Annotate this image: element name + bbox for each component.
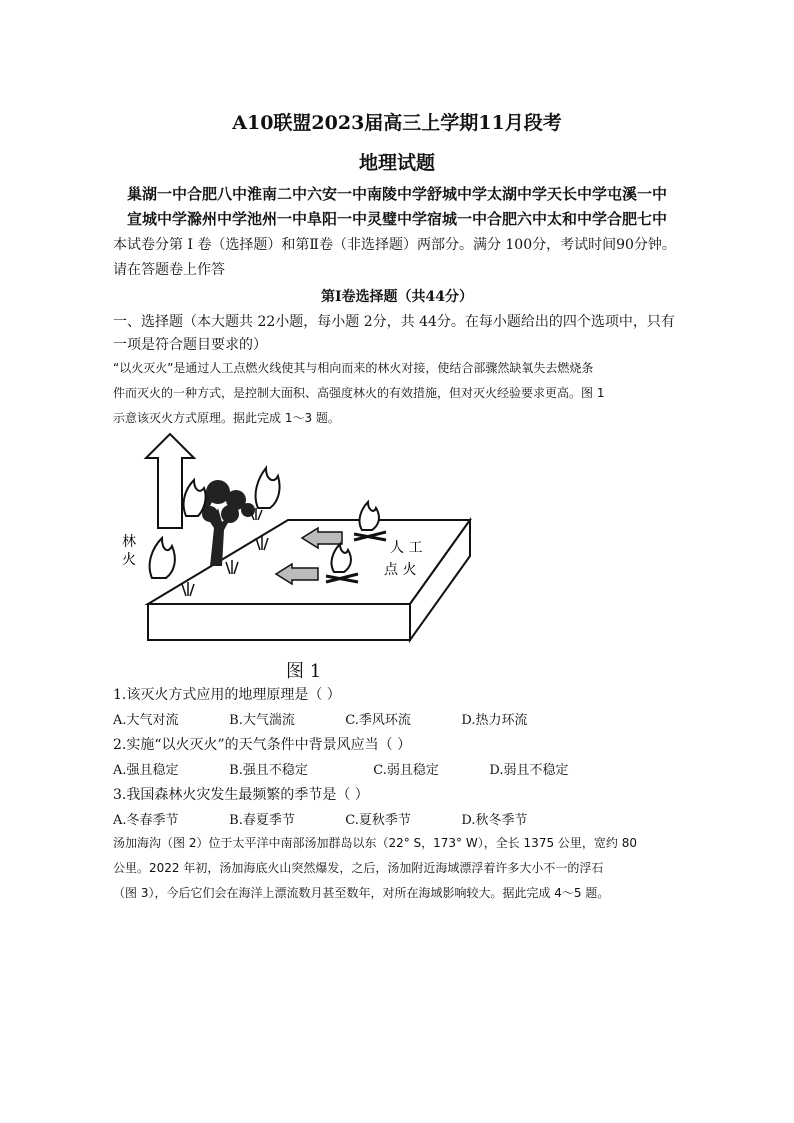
passage1-line-1: “以火灭火”是通过人工点燃火线使其与相向而来的林火对接，使结合部骤然缺氧失去燃烧条 [113,361,594,375]
q3-option-c[interactable]: C.夏秋季节 [345,813,411,828]
label-forest-fire-1: 林 [122,534,136,550]
label-forest-fire-2: 火 [122,552,136,568]
passage1-line-2: 件而灭火的一种方式，是控制大面积、高强度林火的有效措施，但对灭火经验要求更高。图 1 [113,386,605,400]
q3-option-d[interactable]: D.秋冬季节 [461,813,528,828]
intro-line-1: 本试卷分第 I 卷（选择题）和第Ⅱ卷（非选择题）两部分。满分 100分，考试时间90分钟。 [113,237,676,253]
passage2-line-1: 汤加海沟（图 2）位于太平洋中南部汤加群岛以东（22° S，173° W），全长 1375 公里，宽约 80 [113,836,637,850]
q2-option-c[interactable]: C.弱且稳定 [373,763,439,778]
question-2-options [113,759,673,778]
question-1-stem: 1.该灭火方式应用的地理原理是（ ） [113,687,341,703]
subject-title: 地理试题 [358,152,435,174]
instructions-line-2: 一项是符合题目要求的） [113,337,267,353]
figure-1-caption: 图 1 [286,661,322,682]
q2-option-a[interactable]: A.强且稳定 [113,763,179,778]
instructions-line-1: 一、选择题（本大题共 22小题，每小题 2分，共 44分。在每小题给出的四个选项中，只有 [113,314,675,330]
q1-option-d[interactable]: D.热力环流 [461,713,528,728]
q3-option-a[interactable]: A.冬春季节 [113,813,179,828]
q2-option-d[interactable]: D.弱且不稳定 [489,763,569,778]
passage1-line-3: 示意该灭火方式原理。据此完成 1～3 题。 [113,411,340,425]
schools-line-1: 巢湖一中合肥八中淮南二中六安一中南陵中学舒城中学太湖中学天长中学屯溪一中 [126,185,667,203]
passage2-line-2: 公里。2022 年初，汤加海底火山突然爆发，之后，汤加附近海域漂浮着许多大小不一的浮石 [113,861,604,875]
label-artificial-2: 点 火 [384,562,417,578]
passage2-line-3: （图 3），今后它们会在海洋上漂流数月甚至数年，对所在海域影响较大。据此完成 4～5 题。 [113,886,610,900]
figure-1-diagram [110,428,490,656]
section-title: 第Ⅰ卷选择题（共44分） [320,289,474,305]
intro-line-2: 请在答题卷上作答 [113,262,225,278]
question-2-stem: 2.实施“以火灭火”的天气条件中背景风应当（ ） [113,737,412,753]
q1-option-a[interactable]: A.大气对流 [113,713,179,728]
exam-title: A10联盟2023届高三上学期11月段考 [232,112,562,134]
q3-option-b[interactable]: B.春夏季节 [229,813,295,828]
question-3-stem: 3.我国森林火灾发生最频繁的季节是（ ） [113,787,369,803]
schools-line-2: 宣城中学滁州中学池州一中阜阳一中灵璧中学宿城一中合肥六中太和中学合肥七中 [126,210,667,228]
q1-option-b[interactable]: B.大气湍流 [229,713,295,728]
label-artificial-1: 人 工 [390,540,423,556]
question-3-options [113,809,673,828]
q2-option-b[interactable]: B.强且不稳定 [229,763,308,778]
q1-option-c[interactable]: C.季风环流 [345,713,411,728]
question-1-options [113,709,673,728]
